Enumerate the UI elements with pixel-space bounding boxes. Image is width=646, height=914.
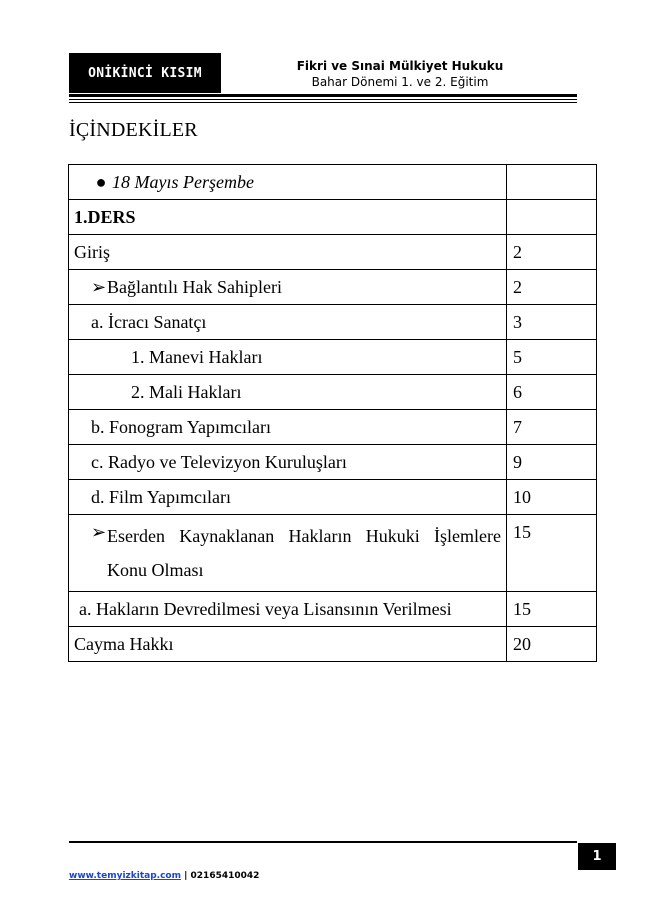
toc-entry[interactable]: 2. Mali Hakları — [69, 375, 507, 410]
toc-entry[interactable]: c. Radyo ve Televizyon Kuruluşları — [69, 445, 507, 480]
toc-entry[interactable]: Cayma Hakkı — [69, 627, 507, 662]
toc-row[interactable] — [69, 410, 597, 445]
toc-page: 10 — [507, 480, 597, 515]
toc-table — [68, 164, 597, 662]
toc-page: 2 — [507, 270, 597, 305]
header-rule — [69, 99, 577, 100]
phone-number: 02165410042 — [190, 871, 260, 881]
toc-row[interactable] — [69, 515, 597, 592]
toc-row[interactable] — [69, 305, 597, 340]
toc-entry[interactable]: 1. Manevi Hakları — [69, 340, 507, 375]
arrow-right-icon: ➢ — [91, 277, 107, 297]
toc-entry[interactable] — [69, 270, 507, 305]
toc-page: 20 — [507, 627, 597, 662]
toc-page: 3 — [507, 305, 597, 340]
page-number: 1 — [578, 843, 616, 870]
toc-row[interactable] — [69, 445, 597, 480]
toc-entry[interactable]: a. Hakların Devredilmesi veya Lisansının Verilmesi — [69, 592, 507, 627]
header-subtitle: Bahar Dönemi 1. ve 2. Eğitim — [311, 75, 489, 89]
toc-row[interactable] — [69, 270, 597, 305]
toc-row — [69, 165, 597, 200]
footer-contact — [69, 871, 259, 881]
toc-page: 15 — [507, 592, 597, 627]
toc-page: 7 — [507, 410, 597, 445]
bullet-icon: ● — [95, 172, 107, 192]
toc-entry — [69, 165, 507, 200]
toc-page — [507, 200, 597, 235]
toc-entry[interactable]: a. İcracı Sanatçı — [69, 305, 507, 340]
header-rule — [69, 94, 577, 97]
toc-entry[interactable]: Giriş — [69, 235, 507, 270]
toc-row[interactable] — [69, 375, 597, 410]
toc-heading: İÇİNDEKİLER — [69, 119, 198, 141]
toc-entry-text: Bağlantılı Hak Sahipleri — [107, 277, 282, 297]
toc-entry[interactable]: b. Fonogram Yapımcıları — [69, 410, 507, 445]
toc-entry-text: 18 Mayıs Perşembe — [112, 172, 254, 192]
toc-page: 5 — [507, 340, 597, 375]
toc-page: 2 — [507, 235, 597, 270]
toc-entry[interactable]: d. Film Yapımcıları — [69, 480, 507, 515]
toc-page: 6 — [507, 375, 597, 410]
toc-row[interactable] — [69, 340, 597, 375]
toc-page — [507, 165, 597, 200]
toc-page: 9 — [507, 445, 597, 480]
toc-row[interactable] — [69, 592, 597, 627]
footer-separator: | — [180, 871, 191, 881]
section-badge: ONİKİNCİ KISIM — [69, 53, 221, 93]
toc-entry[interactable] — [69, 515, 507, 592]
toc-row[interactable] — [69, 480, 597, 515]
toc-page: 15 — [507, 515, 597, 592]
toc-row[interactable] — [69, 627, 597, 662]
toc-row[interactable] — [69, 235, 597, 270]
header-title: Fikri ve Sınai Mülkiyet Hukuku — [296, 59, 504, 73]
toc-entry: 1.DERS — [69, 200, 507, 235]
toc-entry-text: Eserden Kaynaklanan Hakların Hukuki İşlemlere Konu Olması — [107, 526, 501, 580]
header-rule — [69, 102, 577, 103]
website-link[interactable]: www.temyizkitap.com — [69, 871, 181, 881]
footer-rule — [69, 841, 577, 843]
arrow-right-icon: ➢ — [91, 522, 107, 542]
toc-row — [69, 200, 597, 235]
